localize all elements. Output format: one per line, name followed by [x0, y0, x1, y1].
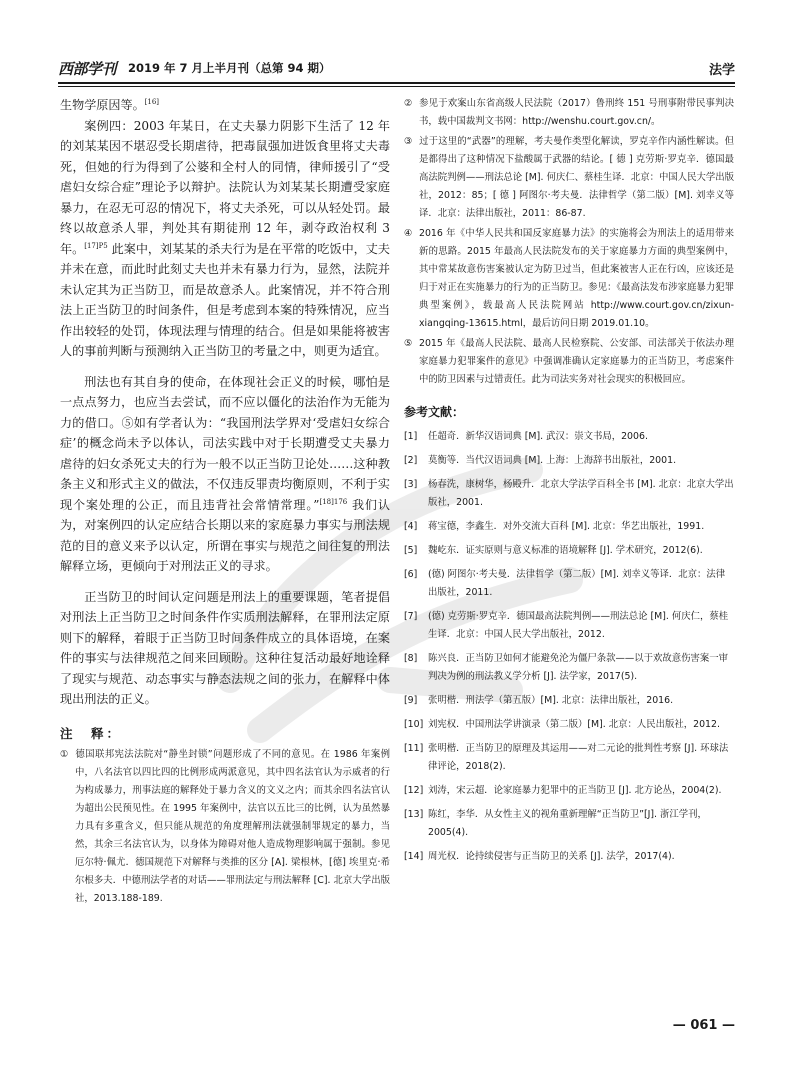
- reference-item: [11] 张明楷．正当防卫的原理及其运用——对二元论的批判性考察 [J]. 环球法律评论，2018(2).: [404, 743, 729, 772]
- note-item: ④ 2016 年《中华人民共和国反家庭暴力法》的实施将会为刑法上的适用带来新的思路。2015 年最高人民法院发布的关于家庭暴力方面的典型案例中，其中常某故意伤害案被认定为防卫过当，但此案被害人正在行凶，应该还是归于对正在实施暴力的行为的正当防卫。参见：《最高法发布涉家庭暴力犯罪典型案例》，载最高人民法院网站 http://www.court.gov.cn/zixun-xiangqing-13615.html，最后访问日期 2019.01.10。: [404, 228, 734, 329]
- reference-item: [4] 蒋宝德，李鑫生．对外交流大百科 [M]. 北京：华艺出版社，1991.: [404, 521, 705, 532]
- section-label: 法学: [708, 63, 735, 78]
- reference-item: [7] (德) 克劳斯·罗克辛．德国最高法院判例——刑法总论 [M]. 何庆仁，蔡桂生译．北京：中国人民大学出版社，2012.: [404, 611, 729, 640]
- reference-item: [14] 周光权．论持续侵害与正当防卫的关系 [J]. 法学，2017(4).: [404, 851, 675, 862]
- reference-item: [6] (德) 阿图尔·考夫曼．法律哲学（第二版）[M]. 刘幸义等译．北京：法律出版社，2011.: [404, 569, 726, 598]
- right-column: [404, 95, 734, 872]
- reference-item: [8] 陈兴良．正当防卫如何才能避免沦为僵尸条款——以于欢故意伤害案一审判决为例的刑法教义学分析 [J]. 法学家，2017(5).: [404, 653, 729, 682]
- issue-info: 2019 年 7 月上半月刊（总第 94 期）: [128, 61, 331, 75]
- page-number: — 061 —: [672, 1018, 735, 1033]
- journal-name: 西部学刊: [58, 60, 117, 78]
- notes-title: 注 释：: [60, 725, 123, 741]
- body-paragraph: 生物学原因等。[16]: [60, 97, 160, 112]
- reference-item: [5] 魏屹东．证实原则与意义标准的语境解释 [J]. 学术研究，2012(6).: [404, 545, 703, 556]
- left-column: [60, 95, 390, 910]
- references-title: 参考文献：: [404, 405, 465, 419]
- body-paragraph: 正当防卫的时间认定问题是刑法上的重要课题，笔者提倡对刑法上正当防卫之时间条件作实质刑法解释，在罪刑法定原则下的解释，着眼于正当防卫时间条件成立的具体语境，在案件的事实与法律规范之间来回顾盼。这种往复活动最好地诠释了现实与规范、动态事实与静态法规之间的张力，在解释中体现出刑法的正义。: [60, 589, 390, 706]
- reference-item: [12] 刘涛，宋云超．论家庭暴力犯罪中的正当防卫 [J]. 北方论丛，2004(2).: [404, 785, 722, 796]
- body-paragraph: 案例四：2003 年某日，在丈夫暴力阴影下生活了 12 年的刘某某因不堪忍受长期虐待，把毒鼠强加进饭食里将丈夫毒死，但她的行为得到了公婆和全村人的同情，律师援引了“受虐妇女综合症”理论予以辩护。法院认为刘某某长期遭受家庭暴力，在忍无可忍的情况下，将丈夫杀死，可以从轻处罚。最终以故意杀人罪，判处其有期徒刑 12 年，剥夺政治权利 3 年。$^{[17]P5}$ 此案中，刘某某的杀夫行为是在平常的吃饭中，丈夫并未在意，而此时此刻丈夫也并未有暴力行为，显然，法院并未认定其为正当防卫，而是故意杀人。此案情况，并不符合刑法上正当防卫的时间条件，但是考虑到本案的特殊情况，应当作出较轻的处罚，体现法理与情理的结合。但是如果能将被害人的事前判断与预测纳入正当防卫的考量之中，则更为适宜。: [60, 118, 390, 358]
- reference-item: [3] 杨春洗，康树华，杨殿升．北京大学法学百科全书 [M]. 北京：北京大学出版社，2001.: [404, 479, 734, 508]
- references-list: [404, 428, 734, 866]
- header-rule-thin: [58, 86, 735, 87]
- note-item: ① 德国联邦宪法法院对“静坐封锁”问题形成了不同的意见。在 1986 年案例中，八名法官以四比四的比例形成两派意见，其中四名法官认为示威者的行为构成暴力，刑事法庭的解释处于暴力含义的文义之内；而其余四名法官认为超出公民预见性。在 1995 年案例中，法官以五比三的比例，认为虽然暴力具有多重含义，但只能从规范的角度理解刑法就强制罪规定的暴力，当然，其余三名法官认为，以身体为障碍对他人造成物理影响属于强制。参见厄尔特·佩尤．德国规范下对解释与类推的区分 [A]. 梁根林，[德] 埃里克·希尔根多夫．中德刑法学者的对话——罪刑法定与刑法解释 [C]. 北京大学出版社，2013.188-189.: [60, 748, 390, 904]
- page-header: [58, 56, 735, 82]
- note-item: ② 参见于欢案山东省高级人民法院（2017）鲁刑终 151 号刑事附带民事判决书，载中国裁判文书网：http://wenshu.court.gov.cn/。: [404, 98, 734, 127]
- reference-item: [2] 莫衡等．当代汉语词典 [M]. 上海：上海辞书出版社，2001.: [404, 455, 677, 466]
- reference-item: [9] 张明楷．刑法学（第五版）[M]. 北京：法律出版社，2016.: [404, 695, 674, 706]
- reference-item: [13] 陈红，李华．从女性主义的视角重新理解“正当防卫”[J]. 浙江学刊，2005(4).: [404, 809, 707, 838]
- header-rule-thick: [58, 82, 735, 84]
- note-item: ⑤ 2015 年《最高人民法院、最高人民检察院、公安部、司法部关于依法办理家庭暴力犯罪案件的意见》中强调准确认定家庭暴力的正当防卫，考虑案件中的防卫因素与过错责任。此为司法实务对社会现实的积极回应。: [404, 338, 734, 385]
- reference-item: [1] 任超奇．新华汉语词典 [M]. 武汉：崇文书局，2006.: [404, 431, 648, 442]
- body-paragraph: 刑法也有其自身的使命，在体现社会正义的时候，哪怕是一点点努力，也应当去尝试，而不应以僵化的法治作为无能为力的借口。⑤如有学者认为：“我国刑法学界对‘受虐妇女综合症’的概念尚未予以体认，司法实践中对于长期遭受丈夫暴力虐待的妇女杀死丈夫的行为一般不以正当防卫论处……这种教条主义和形式主义的做法，不仅违反罪责均衡原则，不利于实现个案处理的公正，而且违背社会常情常理。”$^{[18]176}$ 我们认为，对案例四的认定应结合长期以来的家庭暴力事实与刑法规范的目的意义来予以认定，所谓在事实与规范之间往复的刑法解释立场，更倾向于对刑法正义的寻求。: [60, 374, 390, 573]
- reference-item: [10] 刘宪权．中国刑法学讲演录（第二版）[M]. 北京：人民出版社，2012.: [404, 719, 720, 730]
- note-item: ③ 过于这里的“武器”的理解，考夫曼作类型化解读，罗克辛作内涵性解读。但是都得出了这种情况下盐酸属于武器的结论。[ 德 ] 克劳斯·罗克辛．德国最高法院判例——刑法总论 [M]. 何庆仁、蔡桂生译．北京：中国人民大学出版社，2012：85；[ 德 ] 阿图尔·考夫曼．法律哲学（第二版）[M]. 刘幸义等译．北京：法律出版社，2011：86-87.: [404, 136, 734, 219]
